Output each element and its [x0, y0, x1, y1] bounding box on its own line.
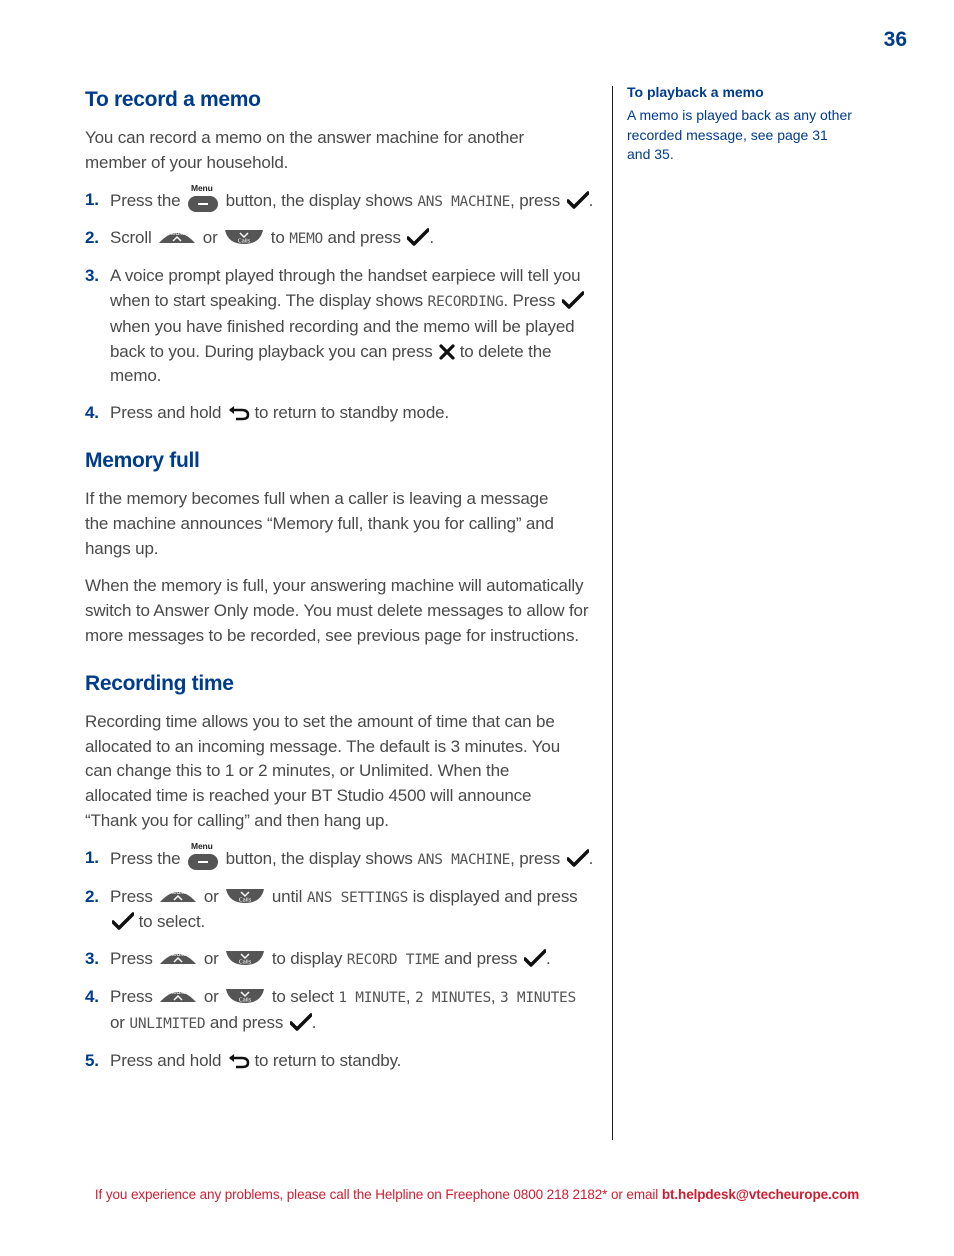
rt-step-2: 2. Press Redial or Calls until ANS SETTINGS is displayed and press to select.: [85, 886, 578, 932]
recording-time-intro: Recording time allows you to set the amount of time that can be allocated to an incoming message. The default is 3 minutes. You can change this to 1 or 2 minutes, or Unlimited. When the allocated time is reached your BT Studio 4500 will announce “Thank you for calling” and then hang up.: [85, 711, 561, 830]
calls-down-key-icon: [224, 229, 264, 245]
sidebar-text: A memo is played back as any other recorded message, see page 31 and 35.: [627, 107, 852, 162]
lcd-unlimited: UNLIMITED: [129, 1015, 206, 1032]
svg-text:Calls: Calls: [239, 897, 252, 904]
record-memo-intro: You can record a memo on the answer machine for another member of your household.: [85, 128, 525, 172]
record-step-2: 2. Scroll Redial or Calls to MEMO and press .: [85, 228, 434, 248]
lcd-2-minutes: 2 MINUTES: [415, 989, 491, 1006]
end-call-back-icon: [228, 405, 250, 421]
heading-recording-time: Recording time: [85, 671, 234, 695]
ok-check-icon: [567, 191, 589, 209]
redial-up-key-icon: [159, 986, 197, 1004]
svg-text:Redial: Redial: [169, 988, 188, 996]
svg-text:Redial: Redial: [168, 230, 187, 238]
menu-key-icon: Menu: [187, 188, 219, 210]
footer-email-link[interactable]: bt.helpdesk@vtecheurope.com: [661, 1187, 860, 1202]
footer-text: If you experience any problems, please call the Helpline on Freephone 0800 218 2182* or email: [94, 1187, 659, 1202]
memory-full-p2: When the memory is full, your answering machine will automatically switch to Answer Only mode. You must delete messages to allow for more messages to be recorded, see previous page for instructions.: [85, 576, 589, 645]
record-memo-steps: [85, 182, 603, 426]
calls-down-key-icon: [225, 950, 265, 966]
svg-text:Calls: Calls: [239, 959, 252, 966]
svg-text:Redial: Redial: [169, 951, 188, 959]
rt-step-3: 3. Press Redial or Calls to display RECORD TIME and press .: [85, 949, 551, 969]
rt-step-4: 4. Press Redial or Calls to select 1 MINUTE, 2 MINUTES, 3 MINUTES or UNLIMITED and press .: [85, 986, 576, 1032]
redial-up-key-icon: [159, 886, 197, 904]
end-call-back-icon: [228, 1053, 250, 1069]
sidebar-title: To playback a memo: [627, 84, 764, 100]
main-column: [85, 88, 603, 1073]
lcd-recording: RECORDING: [427, 293, 504, 310]
footer-helpline: [0, 1187, 954, 1202]
lcd-ans-settings: ANS SETTINGS: [306, 889, 409, 906]
sidebar-note: [627, 84, 867, 165]
ok-check-icon: [290, 1013, 312, 1031]
rt-step-1: 1. Press the Menu button, the display shows ANS MACHINE, press .: [85, 840, 594, 868]
svg-text:Calls: Calls: [237, 238, 251, 245]
lcd-3-minutes: 3 MINUTES: [500, 989, 576, 1006]
svg-text:Redial: Redial: [169, 888, 188, 896]
menu-key-icon: Menu: [187, 846, 219, 868]
recording-time-steps: [85, 840, 603, 1074]
memory-full-p1: If the memory becomes full when a caller is leaving a message the machine announces “Memory full, thank you for calling” and hangs up.: [85, 488, 554, 558]
column-divider: [612, 86, 613, 1140]
lcd-memo: MEMO: [289, 231, 323, 248]
rt-step-5: 5. Press and hold to return to standby.: [85, 1050, 402, 1070]
calls-down-key-icon: [225, 988, 265, 1004]
record-step-4: 4. Press and hold to return to standby mode.: [85, 403, 450, 423]
lcd-record-time: RECORD TIME: [346, 952, 440, 969]
ok-check-icon: [407, 228, 429, 246]
page-number: 36: [883, 28, 907, 51]
redial-up-key-icon: [159, 948, 197, 966]
heading-record-memo: To record a memo: [85, 88, 261, 111]
lcd-ans-machine: ANS MACHINE: [417, 851, 511, 868]
heading-memory-full: Memory full: [85, 448, 200, 472]
lcd-ans-machine: ANS MACHINE: [417, 193, 511, 210]
ok-check-icon: [112, 912, 134, 930]
delete-x-icon: [439, 344, 455, 360]
lcd-1-minute: 1 MINUTE: [338, 989, 406, 1006]
ok-check-icon: [567, 849, 589, 867]
ok-check-icon: [524, 949, 546, 967]
ok-check-icon: [562, 291, 584, 309]
record-step-3: 3. A voice prompt played through the handset earpiece will tell you when to start speaking. The display shows RECORDING. Press when you have finished recording and the memo will be played back to you. During playback you can press to delete the memo.: [85, 264, 590, 389]
redial-up-key-icon: [158, 227, 196, 245]
calls-down-key-icon: [225, 888, 265, 904]
record-step-1: 1. Press the Menu button, the display shows ANS MACHINE, press .: [85, 182, 594, 210]
svg-text:Calls: Calls: [239, 997, 252, 1004]
